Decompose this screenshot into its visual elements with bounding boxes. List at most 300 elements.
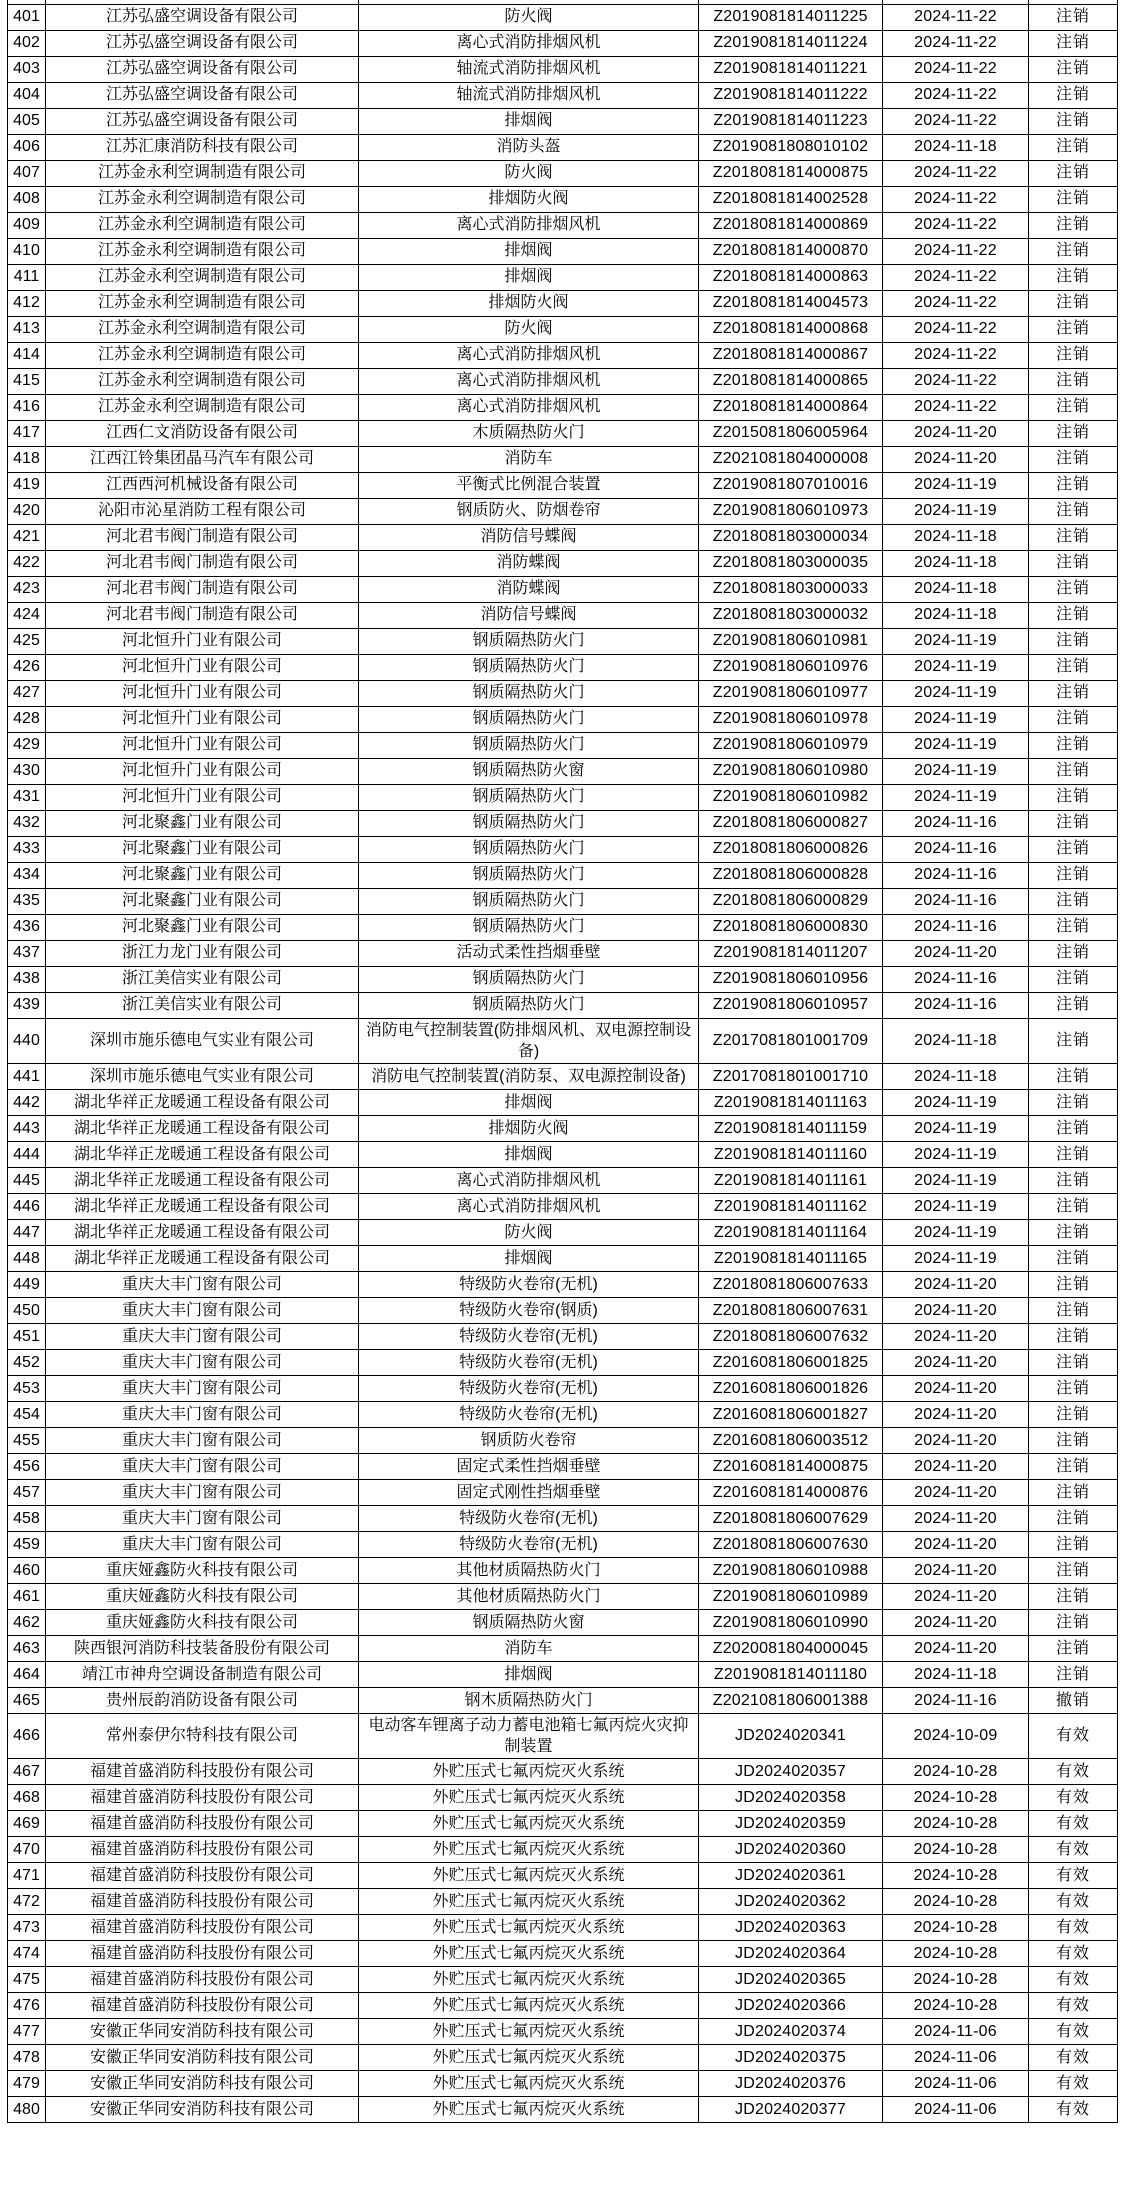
product-cell: 离心式消防排烟风机: [359, 368, 699, 394]
date-cell: 2024-11-22: [883, 212, 1029, 238]
certificate-cell: JD2024020361: [699, 1862, 883, 1888]
product-cell: 消防车: [359, 446, 699, 472]
certificate-cell: Z2019081806010976: [699, 654, 883, 680]
seq-cell: 410: [8, 238, 46, 264]
status-cell: 有效: [1029, 1758, 1118, 1784]
date-cell: 2024-11-20: [883, 446, 1029, 472]
table-row: [8, 1505, 1118, 1531]
company-cell: 陕西银河消防科技装备股份有限公司: [46, 1635, 359, 1661]
certificate-cell: JD2024020362: [699, 1888, 883, 1914]
status-cell: 注销: [1029, 680, 1118, 706]
certificate-cell: JD2024020359: [699, 1810, 883, 1836]
date-cell: 2024-11-19: [883, 628, 1029, 654]
seq-cell: 461: [8, 1583, 46, 1609]
certificate-cell: Z2019081806010990: [699, 1609, 883, 1635]
seq-cell: 416: [8, 394, 46, 420]
certificate-cell: JD2024020376: [699, 2070, 883, 2096]
status-cell: 有效: [1029, 1888, 1118, 1914]
product-cell: 钢质防火、防烟卷帘: [359, 498, 699, 524]
table-row: [8, 862, 1118, 888]
table-row: [8, 1375, 1118, 1401]
status-cell: 有效: [1029, 1713, 1118, 1758]
certificate-cell: Z2018081803000033: [699, 576, 883, 602]
company-cell: 江西江铃集团晶马汽车有限公司: [46, 446, 359, 472]
status-cell: 注销: [1029, 1401, 1118, 1427]
certificate-cell: Z2018081803000034: [699, 524, 883, 550]
date-cell: 2024-11-19: [883, 732, 1029, 758]
date-cell: 2024-11-06: [883, 2096, 1029, 2122]
product-cell: 钢质隔热防火门: [359, 628, 699, 654]
status-cell: 注销: [1029, 1193, 1118, 1219]
certificate-cell: Z2016081806001826: [699, 1375, 883, 1401]
product-cell: 钢质隔热防火窗: [359, 1609, 699, 1635]
status-cell: 注销: [1029, 316, 1118, 342]
table-row: [8, 1966, 1118, 1992]
product-cell: 外贮压式七氟丙烷灭火系统: [359, 2044, 699, 2070]
certificate-cell: Z2016081806001825: [699, 1349, 883, 1375]
company-cell: 湖北华祥正龙暖通工程设备有限公司: [46, 1245, 359, 1271]
table-row: [8, 1115, 1118, 1141]
table-row: [8, 1401, 1118, 1427]
product-cell: 外贮压式七氟丙烷灭火系统: [359, 1836, 699, 1862]
product-cell: 离心式消防排烟风机: [359, 394, 699, 420]
table-row: [8, 1836, 1118, 1862]
table-row: [8, 498, 1118, 524]
seq-cell: 415: [8, 368, 46, 394]
date-cell: 2024-10-28: [883, 1914, 1029, 1940]
date-cell: 2024-10-28: [883, 1992, 1029, 2018]
product-cell: 排烟防火阀: [359, 290, 699, 316]
table-row: [8, 732, 1118, 758]
seq-cell: 435: [8, 888, 46, 914]
date-cell: 2024-11-19: [883, 1141, 1029, 1167]
date-cell: 2024-11-16: [883, 888, 1029, 914]
product-cell: 外贮压式七氟丙烷灭火系统: [359, 1862, 699, 1888]
certificate-cell: Z2018081814000863: [699, 264, 883, 290]
company-cell: 河北恒升门业有限公司: [46, 628, 359, 654]
product-cell: 消防头盔: [359, 134, 699, 160]
seq-cell: 474: [8, 1940, 46, 1966]
certificate-cell: Z2018081806000828: [699, 862, 883, 888]
product-cell: 钢质隔热防火窗: [359, 758, 699, 784]
certificate-cell: JD2024020374: [699, 2018, 883, 2044]
seq-cell: 433: [8, 836, 46, 862]
date-cell: 2024-10-28: [883, 1810, 1029, 1836]
certificate-cell: Z2019081814011221: [699, 56, 883, 82]
seq-cell: 439: [8, 992, 46, 1018]
status-cell: 注销: [1029, 654, 1118, 680]
seq-cell: 455: [8, 1427, 46, 1453]
date-cell: 2024-11-20: [883, 1583, 1029, 1609]
table-row: [8, 1862, 1118, 1888]
status-cell: 注销: [1029, 82, 1118, 108]
date-cell: 2024-11-20: [883, 1453, 1029, 1479]
seq-cell: 431: [8, 784, 46, 810]
date-cell: 2024-11-22: [883, 82, 1029, 108]
table-row: [8, 56, 1118, 82]
certificate-cell: JD2024020357: [699, 1758, 883, 1784]
table-row: [8, 238, 1118, 264]
date-cell: 2024-11-19: [883, 758, 1029, 784]
status-cell: 注销: [1029, 576, 1118, 602]
date-cell: 2024-10-09: [883, 1713, 1029, 1758]
company-cell: 江苏弘盛空调设备有限公司: [46, 108, 359, 134]
product-cell: 平衡式比例混合装置: [359, 472, 699, 498]
seq-cell: 429: [8, 732, 46, 758]
table-row: [8, 368, 1118, 394]
certificate-cell: Z2018081814000875: [699, 160, 883, 186]
certificate-cell: Z2019081814011162: [699, 1193, 883, 1219]
date-cell: 2024-11-20: [883, 1349, 1029, 1375]
company-cell: 江西仁文消防设备有限公司: [46, 420, 359, 446]
certificate-cell: Z2018081806007632: [699, 1323, 883, 1349]
company-cell: 福建首盛消防科技股份有限公司: [46, 1888, 359, 1914]
table-row: [8, 992, 1118, 1018]
certificate-cell: Z2019081807010016: [699, 472, 883, 498]
table-row: [8, 888, 1118, 914]
company-cell: 重庆大丰门窗有限公司: [46, 1401, 359, 1427]
table-row: [8, 628, 1118, 654]
company-cell: 福建首盛消防科技股份有限公司: [46, 1810, 359, 1836]
table-row: [8, 2044, 1118, 2070]
product-cell: 外贮压式七氟丙烷灭火系统: [359, 1784, 699, 1810]
table-row: [8, 1687, 1118, 1713]
certificate-cell: Z2016081814000876: [699, 1479, 883, 1505]
product-cell: 消防电气控制装置(防排烟风机、双电源控制设备): [359, 1018, 699, 1063]
seq-cell: 458: [8, 1505, 46, 1531]
company-cell: 湖北华祥正龙暖通工程设备有限公司: [46, 1141, 359, 1167]
company-cell: 重庆大丰门窗有限公司: [46, 1323, 359, 1349]
status-cell: 有效: [1029, 1940, 1118, 1966]
company-cell: 河北恒升门业有限公司: [46, 706, 359, 732]
date-cell: 2024-11-22: [883, 238, 1029, 264]
company-cell: 江苏金永利空调制造有限公司: [46, 368, 359, 394]
seq-cell: 423: [8, 576, 46, 602]
date-cell: 2024-11-16: [883, 992, 1029, 1018]
company-cell: 重庆大丰门窗有限公司: [46, 1427, 359, 1453]
seq-cell: 452: [8, 1349, 46, 1375]
seq-cell: 467: [8, 1758, 46, 1784]
certificate-cell: Z2019081806010978: [699, 706, 883, 732]
certificate-cell: Z2018081806000830: [699, 914, 883, 940]
certificate-cell: Z2019081814011163: [699, 1089, 883, 1115]
company-cell: 江苏弘盛空调设备有限公司: [46, 56, 359, 82]
certificate-cell: Z2019081808010102: [699, 134, 883, 160]
company-cell: 河北恒升门业有限公司: [46, 758, 359, 784]
certificate-cell: Z2019081806010988: [699, 1557, 883, 1583]
company-cell: 江苏金永利空调制造有限公司: [46, 342, 359, 368]
status-cell: 有效: [1029, 1966, 1118, 1992]
status-cell: 注销: [1029, 1505, 1118, 1531]
date-cell: 2024-11-22: [883, 394, 1029, 420]
seq-cell: 434: [8, 862, 46, 888]
table-row: [8, 1531, 1118, 1557]
company-cell: 江苏弘盛空调设备有限公司: [46, 4, 359, 30]
seq-cell: 478: [8, 2044, 46, 2070]
seq-cell: 466: [8, 1713, 46, 1758]
table-row: [8, 1453, 1118, 1479]
table-row: [8, 2018, 1118, 2044]
product-cell: 钢质隔热防火门: [359, 732, 699, 758]
status-cell: 注销: [1029, 420, 1118, 446]
seq-cell: 471: [8, 1862, 46, 1888]
certificate-cell: Z2016081806001827: [699, 1401, 883, 1427]
certificate-cell: Z2019081814011160: [699, 1141, 883, 1167]
company-cell: 重庆大丰门窗有限公司: [46, 1479, 359, 1505]
seq-cell: 417: [8, 420, 46, 446]
date-cell: 2024-11-06: [883, 2044, 1029, 2070]
seq-cell: 456: [8, 1453, 46, 1479]
product-cell: 钢质隔热防火门: [359, 914, 699, 940]
status-cell: 注销: [1029, 394, 1118, 420]
seq-cell: 449: [8, 1271, 46, 1297]
certificate-cell: JD2024020358: [699, 1784, 883, 1810]
company-cell: 常州泰伊尔特科技有限公司: [46, 1713, 359, 1758]
date-cell: 2024-10-28: [883, 1888, 1029, 1914]
date-cell: 2024-11-19: [883, 1193, 1029, 1219]
seq-cell: 441: [8, 1063, 46, 1089]
seq-cell: 480: [8, 2096, 46, 2122]
seq-cell: 414: [8, 342, 46, 368]
product-cell: 外贮压式七氟丙烷灭火系统: [359, 2018, 699, 2044]
certificate-cell: Z2019081806010981: [699, 628, 883, 654]
product-cell: 防火阀: [359, 1219, 699, 1245]
status-cell: 注销: [1029, 1219, 1118, 1245]
table-row: [8, 1089, 1118, 1115]
status-cell: 有效: [1029, 1810, 1118, 1836]
table-row: [8, 1583, 1118, 1609]
date-cell: 2024-11-22: [883, 290, 1029, 316]
company-cell: 重庆娅鑫防火科技有限公司: [46, 1583, 359, 1609]
seq-cell: 425: [8, 628, 46, 654]
seq-cell: 444: [8, 1141, 46, 1167]
seq-cell: 464: [8, 1661, 46, 1687]
product-cell: 离心式消防排烟风机: [359, 212, 699, 238]
table-row: [8, 420, 1118, 446]
status-cell: 注销: [1029, 1349, 1118, 1375]
company-cell: 重庆大丰门窗有限公司: [46, 1505, 359, 1531]
status-cell: 注销: [1029, 862, 1118, 888]
seq-cell: 448: [8, 1245, 46, 1271]
product-cell: 特级防火卷帘(钢质): [359, 1297, 699, 1323]
company-cell: 河北恒升门业有限公司: [46, 732, 359, 758]
date-cell: 2024-10-28: [883, 1784, 1029, 1810]
status-cell: 注销: [1029, 1635, 1118, 1661]
status-cell: 注销: [1029, 1427, 1118, 1453]
company-cell: 江苏金永利空调制造有限公司: [46, 290, 359, 316]
certificate-cell: Z2020081804000045: [699, 1635, 883, 1661]
seq-cell: 438: [8, 966, 46, 992]
product-cell: 其他材质隔热防火门: [359, 1557, 699, 1583]
date-cell: 2024-11-19: [883, 706, 1029, 732]
company-cell: 湖北华祥正龙暖通工程设备有限公司: [46, 1089, 359, 1115]
company-cell: 江苏金永利空调制造有限公司: [46, 186, 359, 212]
product-cell: 钢质隔热防火门: [359, 836, 699, 862]
date-cell: 2024-11-18: [883, 524, 1029, 550]
certificate-cell: Z2019081806010973: [699, 498, 883, 524]
date-cell: 2024-11-18: [883, 602, 1029, 628]
date-cell: 2024-11-22: [883, 264, 1029, 290]
company-cell: 重庆大丰门窗有限公司: [46, 1271, 359, 1297]
status-cell: 注销: [1029, 706, 1118, 732]
product-cell: 离心式消防排烟风机: [359, 1193, 699, 1219]
certificate-cell: Z2018081803000035: [699, 550, 883, 576]
certificate-cell: Z2019081806010977: [699, 680, 883, 706]
certificate-cell: JD2024020375: [699, 2044, 883, 2070]
certificate-cell: Z2019081806010989: [699, 1583, 883, 1609]
table-row: [8, 1271, 1118, 1297]
company-cell: 河北聚鑫门业有限公司: [46, 836, 359, 862]
company-cell: 江苏汇康消防科技有限公司: [46, 134, 359, 160]
seq-cell: 426: [8, 654, 46, 680]
product-cell: 钢质隔热防火门: [359, 784, 699, 810]
table-body: [8, 0, 1118, 2122]
seq-cell: 407: [8, 160, 46, 186]
table-row: [8, 836, 1118, 862]
date-cell: 2024-10-28: [883, 1940, 1029, 1966]
certificate-cell: Z2019081814011222: [699, 82, 883, 108]
product-cell: 消防电气控制装置(消防泵、双电源控制设备): [359, 1063, 699, 1089]
company-cell: 河北恒升门业有限公司: [46, 680, 359, 706]
seq-cell: 476: [8, 1992, 46, 2018]
date-cell: 2024-11-22: [883, 4, 1029, 30]
product-cell: 外贮压式七氟丙烷灭火系统: [359, 1914, 699, 1940]
table-row: [8, 186, 1118, 212]
table-row: [8, 914, 1118, 940]
product-cell: 钢质隔热防火门: [359, 706, 699, 732]
date-cell: 2024-11-20: [883, 1557, 1029, 1583]
product-cell: 钢质隔热防火门: [359, 862, 699, 888]
status-cell: 撤销: [1029, 1687, 1118, 1713]
certificate-cell: Z2018081806007629: [699, 1505, 883, 1531]
seq-cell: 454: [8, 1401, 46, 1427]
company-cell: 河北聚鑫门业有限公司: [46, 810, 359, 836]
company-cell: 福建首盛消防科技股份有限公司: [46, 1966, 359, 1992]
status-cell: 注销: [1029, 108, 1118, 134]
status-cell: 有效: [1029, 1784, 1118, 1810]
table-row: [8, 1635, 1118, 1661]
status-cell: 注销: [1029, 914, 1118, 940]
certificate-cell: JD2024020363: [699, 1914, 883, 1940]
product-cell: 消防信号蝶阀: [359, 524, 699, 550]
certificate-cell: Z2019081814011159: [699, 1115, 883, 1141]
seq-cell: 472: [8, 1888, 46, 1914]
company-cell: 河北聚鑫门业有限公司: [46, 888, 359, 914]
product-cell: 外贮压式七氟丙烷灭火系统: [359, 1966, 699, 1992]
table-row: [8, 1141, 1118, 1167]
status-cell: 注销: [1029, 1323, 1118, 1349]
company-cell: 湖北华祥正龙暖通工程设备有限公司: [46, 1167, 359, 1193]
table-row: [8, 1992, 1118, 2018]
date-cell: 2024-11-20: [883, 1401, 1029, 1427]
company-cell: 湖北华祥正龙暖通工程设备有限公司: [46, 1219, 359, 1245]
table-row: [8, 108, 1118, 134]
table-row: [8, 472, 1118, 498]
product-cell: 特级防火卷帘(无机): [359, 1375, 699, 1401]
date-cell: 2024-11-20: [883, 1271, 1029, 1297]
table-row: [8, 446, 1118, 472]
status-cell: 注销: [1029, 1557, 1118, 1583]
status-cell: 注销: [1029, 264, 1118, 290]
status-cell: 注销: [1029, 238, 1118, 264]
status-cell: 注销: [1029, 1375, 1118, 1401]
seq-cell: 432: [8, 810, 46, 836]
table-row: [8, 264, 1118, 290]
certificate-cell: Z2018081806007631: [699, 1297, 883, 1323]
table-row: [8, 1349, 1118, 1375]
company-cell: 江苏金永利空调制造有限公司: [46, 238, 359, 264]
product-cell: 防火阀: [359, 4, 699, 30]
table-row: [8, 940, 1118, 966]
table-row: [8, 4, 1118, 30]
date-cell: 2024-11-19: [883, 1219, 1029, 1245]
status-cell: 注销: [1029, 758, 1118, 784]
certificate-cell: JD2024020366: [699, 1992, 883, 2018]
seq-cell: 451: [8, 1323, 46, 1349]
table-row: [8, 706, 1118, 732]
seq-cell: 459: [8, 1531, 46, 1557]
certificate-cell: Z2019081806010956: [699, 966, 883, 992]
certificate-cell: Z2018081814000870: [699, 238, 883, 264]
table-row: [8, 342, 1118, 368]
product-cell: 外贮压式七氟丙烷灭火系统: [359, 2096, 699, 2122]
product-cell: 外贮压式七氟丙烷灭火系统: [359, 1810, 699, 1836]
status-cell: 注销: [1029, 30, 1118, 56]
seq-cell: 470: [8, 1836, 46, 1862]
seq-cell: 457: [8, 1479, 46, 1505]
product-cell: 钢质隔热防火门: [359, 966, 699, 992]
company-cell: 安徽正华同安消防科技有限公司: [46, 2096, 359, 2122]
status-cell: 有效: [1029, 2070, 1118, 2096]
seq-cell: 427: [8, 680, 46, 706]
product-cell: 排烟阀: [359, 264, 699, 290]
certificate-cell: Z2018081814000864: [699, 394, 883, 420]
seq-cell: 409: [8, 212, 46, 238]
company-cell: 重庆大丰门窗有限公司: [46, 1453, 359, 1479]
status-cell: 注销: [1029, 134, 1118, 160]
table-row: [8, 1557, 1118, 1583]
seq-cell: 440: [8, 1018, 46, 1063]
date-cell: 2024-11-22: [883, 342, 1029, 368]
status-cell: 注销: [1029, 732, 1118, 758]
date-cell: 2024-11-18: [883, 1661, 1029, 1687]
status-cell: 注销: [1029, 498, 1118, 524]
status-cell: 注销: [1029, 186, 1118, 212]
company-cell: 河北君韦阀门制造有限公司: [46, 524, 359, 550]
certificate-cell: Z2019081806010982: [699, 784, 883, 810]
certificate-cell: JD2024020341: [699, 1713, 883, 1758]
status-cell: 注销: [1029, 1609, 1118, 1635]
company-cell: 靖江市神舟空调设备制造有限公司: [46, 1661, 359, 1687]
product-cell: 轴流式消防排烟风机: [359, 56, 699, 82]
product-cell: 外贮压式七氟丙烷灭火系统: [359, 2070, 699, 2096]
table-row: [8, 1810, 1118, 1836]
table-row: [8, 602, 1118, 628]
company-cell: 河北君韦阀门制造有限公司: [46, 550, 359, 576]
status-cell: 注销: [1029, 784, 1118, 810]
company-cell: 贵州辰韵消防设备有限公司: [46, 1687, 359, 1713]
company-cell: 江苏金永利空调制造有限公司: [46, 316, 359, 342]
table-row: [8, 30, 1118, 56]
company-cell: 深圳市施乐德电气实业有限公司: [46, 1018, 359, 1063]
certificate-cell: Z2018081814000869: [699, 212, 883, 238]
table-row: [8, 758, 1118, 784]
date-cell: 2024-11-06: [883, 2070, 1029, 2096]
product-cell: 排烟阀: [359, 238, 699, 264]
product-cell: 防火阀: [359, 160, 699, 186]
seq-cell: 437: [8, 940, 46, 966]
company-cell: 沁阳市沁星消防工程有限公司: [46, 498, 359, 524]
